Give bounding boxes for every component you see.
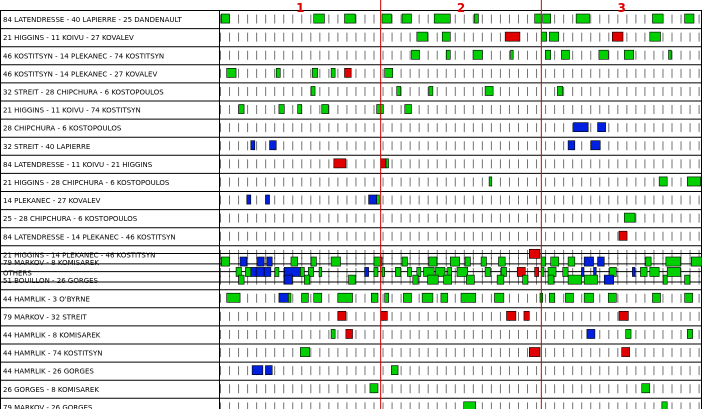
shift-bar-green [565, 293, 573, 302]
period-label: 2 [456, 1, 466, 15]
shift-bar-blue [369, 195, 377, 204]
shift-bar-green [584, 293, 593, 302]
period-label: 3 [617, 1, 626, 15]
row-label: 44 HAMRLIK - 26 GORGES [3, 367, 94, 376]
shift-bar-green [441, 293, 448, 302]
shift-bar-green [494, 293, 503, 302]
shift-bar-green [691, 257, 702, 266]
shift-bar-green [444, 275, 452, 284]
shift-bar-green [685, 14, 694, 23]
shift-bar-red [535, 267, 539, 276]
row-label: 21 HIGGINS - 11 KOIVU - 74 KOSTITSYN [3, 106, 141, 115]
shift-bar-green [429, 86, 433, 95]
shift-bar-green [497, 275, 504, 284]
row-label: 21 HIGGINS - 14 PLEKANEC - 46 KOSTITSYN [3, 251, 156, 260]
row-label: 79 MARKOV - 26 GORGES [3, 403, 93, 409]
shift-bar-blue [632, 267, 635, 276]
shift-bar-green [549, 293, 554, 302]
shift-bar-green [300, 348, 309, 357]
shift-bar-green [417, 32, 428, 41]
shift-bar-green [548, 275, 553, 284]
shift-bar-blue [266, 366, 273, 375]
shift-bar-green [442, 32, 450, 41]
shift-bar-green [411, 50, 419, 59]
row-label: 44 HAMRLIK - 3 O'BYRNE [3, 295, 90, 304]
shift-bar-red [338, 311, 346, 320]
shift-bar-green [624, 50, 633, 59]
shift-bar-green [227, 293, 240, 302]
row-label: 84 LATENDRESSE - 11 KOIVU - 21 HIGGINS [3, 160, 153, 169]
shift-bar-green [652, 14, 663, 23]
shift-bar-green [485, 267, 490, 276]
row-label: 51 BOUILLON - 26 GORGES [3, 277, 99, 286]
shift-bar-green [319, 267, 322, 276]
shift-bar-green [561, 50, 569, 59]
shift-bar-green [541, 32, 546, 41]
row-label: 79 MARKOV - 32 STREIT [3, 313, 87, 322]
shift-bar-blue [598, 257, 605, 266]
row-label: 84 LATENDRESSE - 40 LAPIERRE - 25 DANDENAULT [3, 16, 182, 25]
shift-bar-green [311, 257, 316, 266]
row-label: 32 STREIT - 28 CHIPCHURA - 6 KOSTOPOULOS [3, 88, 164, 97]
shift-bar-blue [247, 195, 251, 204]
row-label: 46 KOSTITSYN - 14 PLEKANEC - 74 KOSTITSYN [3, 52, 165, 61]
shift-bar-green [298, 105, 302, 114]
shift-bar-blue [598, 123, 606, 132]
shift-bar-green [474, 14, 478, 23]
shift-bar-blue [587, 329, 595, 338]
shift-bar-green [666, 257, 681, 266]
shift-bar-green [545, 50, 550, 59]
row-label: 28 CHIPCHURA - 6 KOSTOPOULOS [3, 124, 122, 133]
shift-bar-blue [284, 275, 292, 284]
shift-bar-red [619, 311, 628, 320]
shift-bar-red [529, 249, 540, 258]
shift-bar-green [413, 275, 418, 284]
shift-bar-green [374, 267, 378, 276]
row-label: OTHERS [3, 269, 32, 278]
shift-bar-green [402, 14, 411, 23]
shift-bar-green [331, 68, 335, 77]
shift-bar-blue [279, 293, 288, 302]
shift-bar-blue [591, 141, 600, 150]
shift-bar-green [551, 257, 559, 266]
shift-bar-green [422, 293, 433, 302]
shift-bar-green [221, 257, 229, 266]
shift-bar-green [659, 177, 667, 186]
shift-bar-red [619, 231, 627, 240]
shift-bar-blue [257, 257, 264, 266]
shift-bar-red [612, 32, 623, 41]
shift-bar-green [302, 293, 309, 302]
row-label: 26 GORGES - 8 KOMISAREK [3, 385, 99, 394]
period-label: 1 [296, 1, 305, 15]
shift-bar-blue [240, 257, 247, 266]
shift-bar-green [685, 293, 693, 302]
shift-bar-green [288, 293, 291, 302]
shift-bar-green [382, 14, 391, 23]
shift-bar-blue [252, 366, 263, 375]
shift-bar-green [523, 275, 528, 284]
shift-bar-green [311, 86, 315, 95]
shift-bar-green [662, 402, 667, 409]
shift-bar-green [642, 384, 650, 393]
shift-bar-green [461, 293, 476, 302]
shift-bar-green [466, 275, 474, 284]
shift-bar-green [429, 257, 437, 266]
shift-bar-green [541, 257, 545, 266]
shift-bar-green [563, 267, 568, 276]
shift-bar-green [377, 195, 380, 204]
shift-bar-green [402, 257, 407, 266]
shift-bar-green [371, 293, 378, 302]
shift-bar-green [434, 14, 450, 23]
shift-bar-red [529, 348, 540, 357]
shift-bar-green [489, 177, 492, 186]
shift-bar-green [331, 329, 335, 338]
shift-bar-green [428, 275, 439, 284]
shift-bar-green [481, 257, 486, 266]
shift-bar-blue [266, 195, 270, 204]
shift-bar-blue [264, 267, 271, 276]
shift-bar-red [381, 311, 388, 320]
shift-bar-green [650, 267, 659, 276]
row-label: 46 KOSTITSYN - 14 PLEKANEC - 27 KOVALEV [3, 70, 158, 79]
shift-bar-green [322, 105, 329, 114]
shift-bar-green [473, 50, 482, 59]
row-label: 32 STREIT - 40 LAPIERRE [3, 142, 91, 151]
shift-bar-green [407, 267, 411, 276]
shift-bar-green [338, 293, 353, 302]
shift-bar-red [622, 348, 630, 357]
shift-bar-green [576, 14, 589, 23]
shift-bar-green [221, 14, 229, 23]
shift-bar-green [535, 14, 542, 23]
shift-bar-green [385, 293, 389, 302]
row-label: 79 MARKOV - 8 KOMISAREK [3, 259, 99, 268]
shift-bar-green [386, 159, 389, 168]
row-label: 25 - 28 CHIPCHURA - 6 KOSTOPOULOS [3, 215, 138, 224]
shift-bar-green [687, 177, 700, 186]
shift-bar-green [599, 50, 608, 59]
shift-bar-green [291, 257, 298, 266]
shift-bar-blue [251, 141, 255, 150]
row-label: 14 PLEKANEC - 27 KOVALEV [3, 197, 101, 206]
shift-bar-green [640, 267, 647, 276]
shift-bar-green [669, 50, 672, 59]
shift-bar-red [507, 311, 516, 320]
shift-bar-green [624, 213, 635, 222]
shift-bar-green [275, 267, 279, 276]
shift-bar-green [568, 275, 581, 284]
shift-bar-green [377, 105, 384, 114]
shift-bar-green [239, 275, 244, 284]
row-label: 84 LATENDRESSE - 14 PLEKANEC - 46 KOSTITSYN [3, 233, 176, 242]
shift-bar-green [397, 86, 401, 95]
shift-bar-green [685, 275, 690, 284]
shift-bar-red [381, 159, 386, 168]
shift-bar-blue [573, 123, 588, 132]
shift-bar-green [239, 105, 244, 114]
shift-bar-red [345, 68, 352, 77]
shift-bar-green [650, 32, 661, 41]
shift-bar-blue [604, 275, 613, 284]
shift-bar-green [314, 293, 322, 302]
shift-bar-green [626, 329, 631, 338]
shift-bar-green [450, 257, 459, 266]
shift-bar-green [584, 275, 597, 284]
shift-bar-green [395, 267, 400, 276]
row-label: 21 HIGGINS - 28 CHIPCHURA - 6 KOSTOPOULOS [3, 178, 170, 187]
shift-bar-green [543, 14, 551, 23]
row-label: 21 HIGGINS - 11 KOIVU - 27 KOVALEV [3, 34, 134, 43]
shift-bar-green [646, 257, 651, 266]
shift-bar-green [557, 86, 562, 95]
shift-bar-green [304, 275, 309, 284]
shift-bar-green [667, 267, 680, 276]
shift-bar-red [524, 311, 529, 320]
shift-bar-green [314, 14, 325, 23]
shift-bar-green [549, 32, 558, 41]
shift-bar-red [334, 159, 346, 168]
shift-bar-red [346, 329, 353, 338]
shift-bar-green [568, 257, 575, 266]
shift-bar-green [345, 14, 356, 23]
row-label: 44 HAMRLIK - 74 KOSTITSYN [3, 349, 103, 358]
shift-bar-green [608, 293, 616, 302]
shift-bar-green [349, 275, 356, 284]
shift-bar-green [464, 402, 476, 409]
shift-bar-blue [365, 267, 369, 276]
shift-bar-red [505, 32, 520, 41]
shift-bar-green [276, 68, 280, 77]
shift-bar-green [245, 267, 250, 276]
shift-bar-green [370, 384, 378, 393]
shift-bar-green [498, 257, 505, 266]
shift-bar-blue [582, 267, 585, 276]
shift-bar-green [331, 257, 340, 266]
shift-bar-green [279, 105, 284, 114]
shift-bar-green [227, 68, 236, 77]
shift-bar-green [312, 68, 317, 77]
shift-bar-green [385, 68, 393, 77]
shift-bar-blue [256, 267, 264, 276]
row-label: 44 HAMRLIK - 8 KOMISAREK [3, 331, 101, 340]
shift-bar-green [382, 267, 385, 276]
shift-bar-green [687, 329, 692, 338]
shift-bar-green [663, 275, 667, 284]
shift-bar-blue [270, 141, 277, 150]
shift-bar-blue [267, 257, 272, 266]
shift-bar-blue [568, 141, 575, 150]
shift-bar-green [300, 267, 304, 276]
shift-bar-green [652, 293, 660, 302]
shift-bar-green [446, 50, 450, 59]
shift-bar-green [485, 86, 493, 95]
shift-bar-green [465, 257, 470, 266]
shift-bar-green [511, 50, 514, 59]
shift-bar-green [405, 105, 412, 114]
shift-bar-blue [584, 257, 593, 266]
shift-bar-green [391, 366, 398, 375]
shift-bar-blue [251, 267, 256, 276]
shift-bar-green [403, 293, 411, 302]
